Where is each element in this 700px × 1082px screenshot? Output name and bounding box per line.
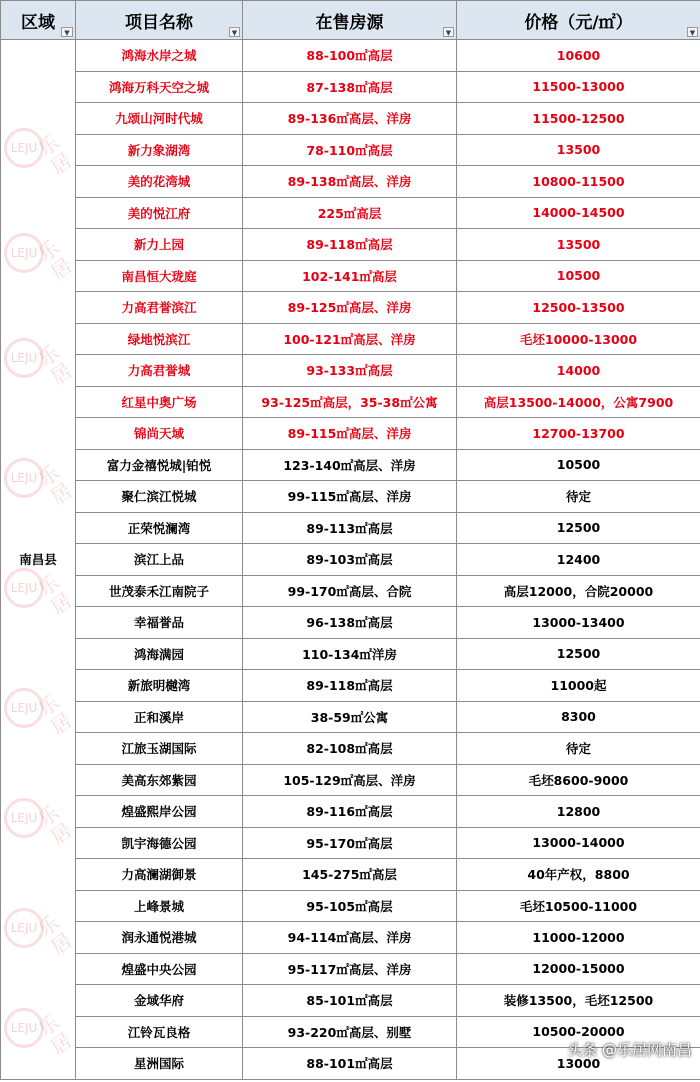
- project-name-cell: 美的悦江府: [76, 197, 243, 229]
- watermark-text: 乐居: [33, 910, 77, 960]
- price-cell: 10500: [457, 449, 700, 481]
- price-cell: 14000: [457, 355, 700, 387]
- project-name-cell: 鸿海水岸之城: [76, 40, 243, 72]
- leju-logo-icon: LEJU: [4, 338, 44, 378]
- watermark-text: 乐居: [33, 570, 77, 620]
- table-row: [1, 985, 700, 1017]
- project-name-cell: 力高君誉滨江: [76, 292, 243, 324]
- supply-cell: 94-114㎡高层、洋房: [243, 922, 457, 954]
- table-row: [1, 71, 700, 103]
- project-name-cell: 富力金禧悦城|铂悦: [76, 449, 243, 481]
- price-cell: 13000: [457, 1048, 700, 1080]
- price-cell: 毛坯8600-9000: [457, 764, 700, 796]
- watermark-text: 乐居: [33, 460, 77, 510]
- table-row: [1, 733, 700, 765]
- watermark-text: 乐居: [33, 800, 77, 850]
- table-row: [1, 859, 700, 891]
- header-row: [1, 1, 700, 40]
- project-name-cell: 煌盛熙岸公园: [76, 796, 243, 828]
- filter-dropdown-icon[interactable]: ▼: [687, 27, 698, 37]
- header-region-label: 区域: [21, 12, 55, 33]
- table-row: [1, 890, 700, 922]
- table-row: [1, 575, 700, 607]
- project-name-cell: 上峰景城: [76, 890, 243, 922]
- project-name-cell: 新力上园: [76, 229, 243, 261]
- project-name-cell: 新力象湖湾: [76, 134, 243, 166]
- table-row: [1, 449, 700, 481]
- table-row: [1, 544, 700, 576]
- supply-cell: 96-138㎡高层: [243, 607, 457, 639]
- table-row: [1, 953, 700, 985]
- price-cell: 12700-13700: [457, 418, 700, 450]
- project-name-cell: 绿地悦滨江: [76, 323, 243, 355]
- project-name-cell: 星洲国际: [76, 1048, 243, 1080]
- price-cell: 待定: [457, 481, 700, 513]
- leju-logo-icon: LEJU: [4, 128, 44, 168]
- supply-cell: 89-125㎡高层、洋房: [243, 292, 457, 324]
- supply-cell: 99-170㎡高层、合院: [243, 575, 457, 607]
- table-row: [1, 260, 700, 292]
- supply-cell: 89-138㎡高层、洋房: [243, 166, 457, 198]
- supply-cell: 95-170㎡高层: [243, 827, 457, 859]
- header-price: [457, 1, 700, 40]
- leju-logo-icon: LEJU: [4, 1008, 44, 1048]
- header-project-label: 项目名称: [125, 12, 193, 33]
- price-cell: 14000-14500: [457, 197, 700, 229]
- price-cell: 11000起: [457, 670, 700, 702]
- supply-cell: 145-275㎡高层: [243, 859, 457, 891]
- project-name-cell: 凯宇海德公园: [76, 827, 243, 859]
- supply-cell: 100-121㎡高层、洋房: [243, 323, 457, 355]
- project-name-cell: 鸿海万科天空之城: [76, 71, 243, 103]
- price-cell: 毛坯10000-13000: [457, 323, 700, 355]
- supply-cell: 89-113㎡高层: [243, 512, 457, 544]
- price-cell: 12500-13500: [457, 292, 700, 324]
- table-row: [1, 796, 700, 828]
- leju-logo-icon: LEJU: [4, 568, 44, 608]
- project-name-cell: 金域华府: [76, 985, 243, 1017]
- project-name-cell: 幸福誉品: [76, 607, 243, 639]
- supply-cell: 95-105㎡高层: [243, 890, 457, 922]
- price-cell: 待定: [457, 733, 700, 765]
- filter-dropdown-icon[interactable]: ▼: [443, 27, 454, 37]
- table-row: [1, 418, 700, 450]
- table-row: [1, 355, 700, 387]
- supply-cell: 99-115㎡高层、洋房: [243, 481, 457, 513]
- watermark-text: 乐居: [33, 340, 77, 390]
- supply-cell: 123-140㎡高层、洋房: [243, 449, 457, 481]
- price-cell: 13500: [457, 229, 700, 261]
- leju-logo-icon: LEJU: [4, 798, 44, 838]
- project-name-cell: 九颂山河时代城: [76, 103, 243, 135]
- supply-cell: 78-110㎡高层: [243, 134, 457, 166]
- table-row: [1, 103, 700, 135]
- price-cell: 11000-12000: [457, 922, 700, 954]
- supply-cell: 93-220㎡高层、别墅: [243, 1016, 457, 1048]
- leju-logo-icon: LEJU: [4, 458, 44, 498]
- table-row: [1, 512, 700, 544]
- watermark-text: 乐居: [33, 235, 77, 285]
- price-cell: 12000-15000: [457, 953, 700, 985]
- supply-cell: 105-129㎡高层、洋房: [243, 764, 457, 796]
- price-cell: 10800-11500: [457, 166, 700, 198]
- table-row: [1, 386, 700, 418]
- supply-cell: 110-134㎡洋房: [243, 638, 457, 670]
- supply-cell: 102-141㎡高层: [243, 260, 457, 292]
- project-name-cell: 煌盛中央公园: [76, 953, 243, 985]
- price-cell: 12400: [457, 544, 700, 576]
- supply-cell: 88-100㎡高层: [243, 40, 457, 72]
- table-row: [1, 323, 700, 355]
- watermark-text: 乐居: [33, 130, 77, 180]
- price-cell: 12500: [457, 638, 700, 670]
- price-cell: 13000-14000: [457, 827, 700, 859]
- filter-dropdown-icon[interactable]: ▼: [61, 27, 73, 37]
- price-cell: 11500-12500: [457, 103, 700, 135]
- supply-cell: 85-101㎡高层: [243, 985, 457, 1017]
- supply-cell: 89-103㎡高层: [243, 544, 457, 576]
- table-row: [1, 764, 700, 796]
- project-name-cell: 美高东郊紫园: [76, 764, 243, 796]
- table-row: [1, 701, 700, 733]
- price-cell: 13500: [457, 134, 700, 166]
- project-name-cell: 美的花湾城: [76, 166, 243, 198]
- price-cell: 40年产权，8800: [457, 859, 700, 891]
- leju-logo-icon: LEJU: [4, 688, 44, 728]
- filter-dropdown-icon[interactable]: ▼: [229, 27, 240, 37]
- project-name-cell: 鸿海满园: [76, 638, 243, 670]
- project-name-cell: 正和溪岸: [76, 701, 243, 733]
- project-name-cell: 润永通悦港城: [76, 922, 243, 954]
- table-row: [1, 229, 700, 261]
- price-cell: 10500-20000: [457, 1016, 700, 1048]
- table-row: [1, 40, 700, 72]
- project-name-cell: 江铃瓦良格: [76, 1016, 243, 1048]
- supply-cell: 93-133㎡高层: [243, 355, 457, 387]
- supply-cell: 95-117㎡高层、洋房: [243, 953, 457, 985]
- project-name-cell: 正荣悦澜湾: [76, 512, 243, 544]
- header-supply: [243, 1, 457, 40]
- project-name-cell: 红星中奥广场: [76, 386, 243, 418]
- supply-cell: 89-115㎡高层、洋房: [243, 418, 457, 450]
- table-row: [1, 638, 700, 670]
- header-supply-label: 在售房源: [315, 12, 384, 33]
- price-cell: 11500-13000: [457, 71, 700, 103]
- region-cell: 南昌县: [1, 40, 76, 1080]
- watermark-text: 乐居: [33, 1010, 77, 1060]
- header-price-label: 价格（元/㎡）: [524, 12, 633, 33]
- project-name-cell: 锦尚天域: [76, 418, 243, 450]
- price-cell: 12800: [457, 796, 700, 828]
- header-project: [76, 1, 243, 40]
- watermark-text: 乐居: [33, 690, 77, 740]
- price-cell: 装修13500，毛坯12500: [457, 985, 700, 1017]
- project-name-cell: 江旅玉湖国际: [76, 733, 243, 765]
- project-name-cell: 聚仁滨江悦城: [76, 481, 243, 513]
- table-row: [1, 292, 700, 324]
- price-cell: 12500: [457, 512, 700, 544]
- price-cell: 13000-13400: [457, 607, 700, 639]
- supply-cell: 88-101㎡高层: [243, 1048, 457, 1080]
- leju-logo-icon: LEJU: [4, 233, 44, 273]
- table-row: [1, 134, 700, 166]
- project-name-cell: 力高君誉城: [76, 355, 243, 387]
- source-credit: 头条 @乐居网南昌: [567, 1041, 692, 1059]
- supply-cell: 38-59㎡公寓: [243, 701, 457, 733]
- project-name-cell: 滨江上品: [76, 544, 243, 576]
- project-name-cell: 世茂泰禾江南院子: [76, 575, 243, 607]
- supply-cell: 225㎡高层: [243, 197, 457, 229]
- table-row: [1, 670, 700, 702]
- header-region: [1, 1, 76, 40]
- leju-logo-icon: LEJU: [4, 908, 44, 948]
- supply-cell: 87-138㎡高层: [243, 71, 457, 103]
- table-row: [1, 607, 700, 639]
- table-row: [1, 827, 700, 859]
- price-cell: 高层12000，合院20000: [457, 575, 700, 607]
- supply-cell: 89-136㎡高层、洋房: [243, 103, 457, 135]
- table-row: [1, 922, 700, 954]
- table-row: [1, 481, 700, 513]
- table-row: [1, 197, 700, 229]
- project-name-cell: 新旅明樾湾: [76, 670, 243, 702]
- supply-cell: 82-108㎡高层: [243, 733, 457, 765]
- table-row: [1, 166, 700, 198]
- price-cell: 高层13500-14000，公寓7900: [457, 386, 700, 418]
- supply-cell: 89-118㎡高层: [243, 229, 457, 261]
- supply-cell: 89-118㎡高层: [243, 670, 457, 702]
- price-cell: 10500: [457, 260, 700, 292]
- project-name-cell: 南昌恒大珑庭: [76, 260, 243, 292]
- price-cell: 10600: [457, 40, 700, 72]
- project-name-cell: 力高澜湖御景: [76, 859, 243, 891]
- price-cell: 毛坯10500-11000: [457, 890, 700, 922]
- price-cell: 8300: [457, 701, 700, 733]
- supply-cell: 93-125㎡高层，35-38㎡公寓: [243, 386, 457, 418]
- supply-cell: 89-116㎡高层: [243, 796, 457, 828]
